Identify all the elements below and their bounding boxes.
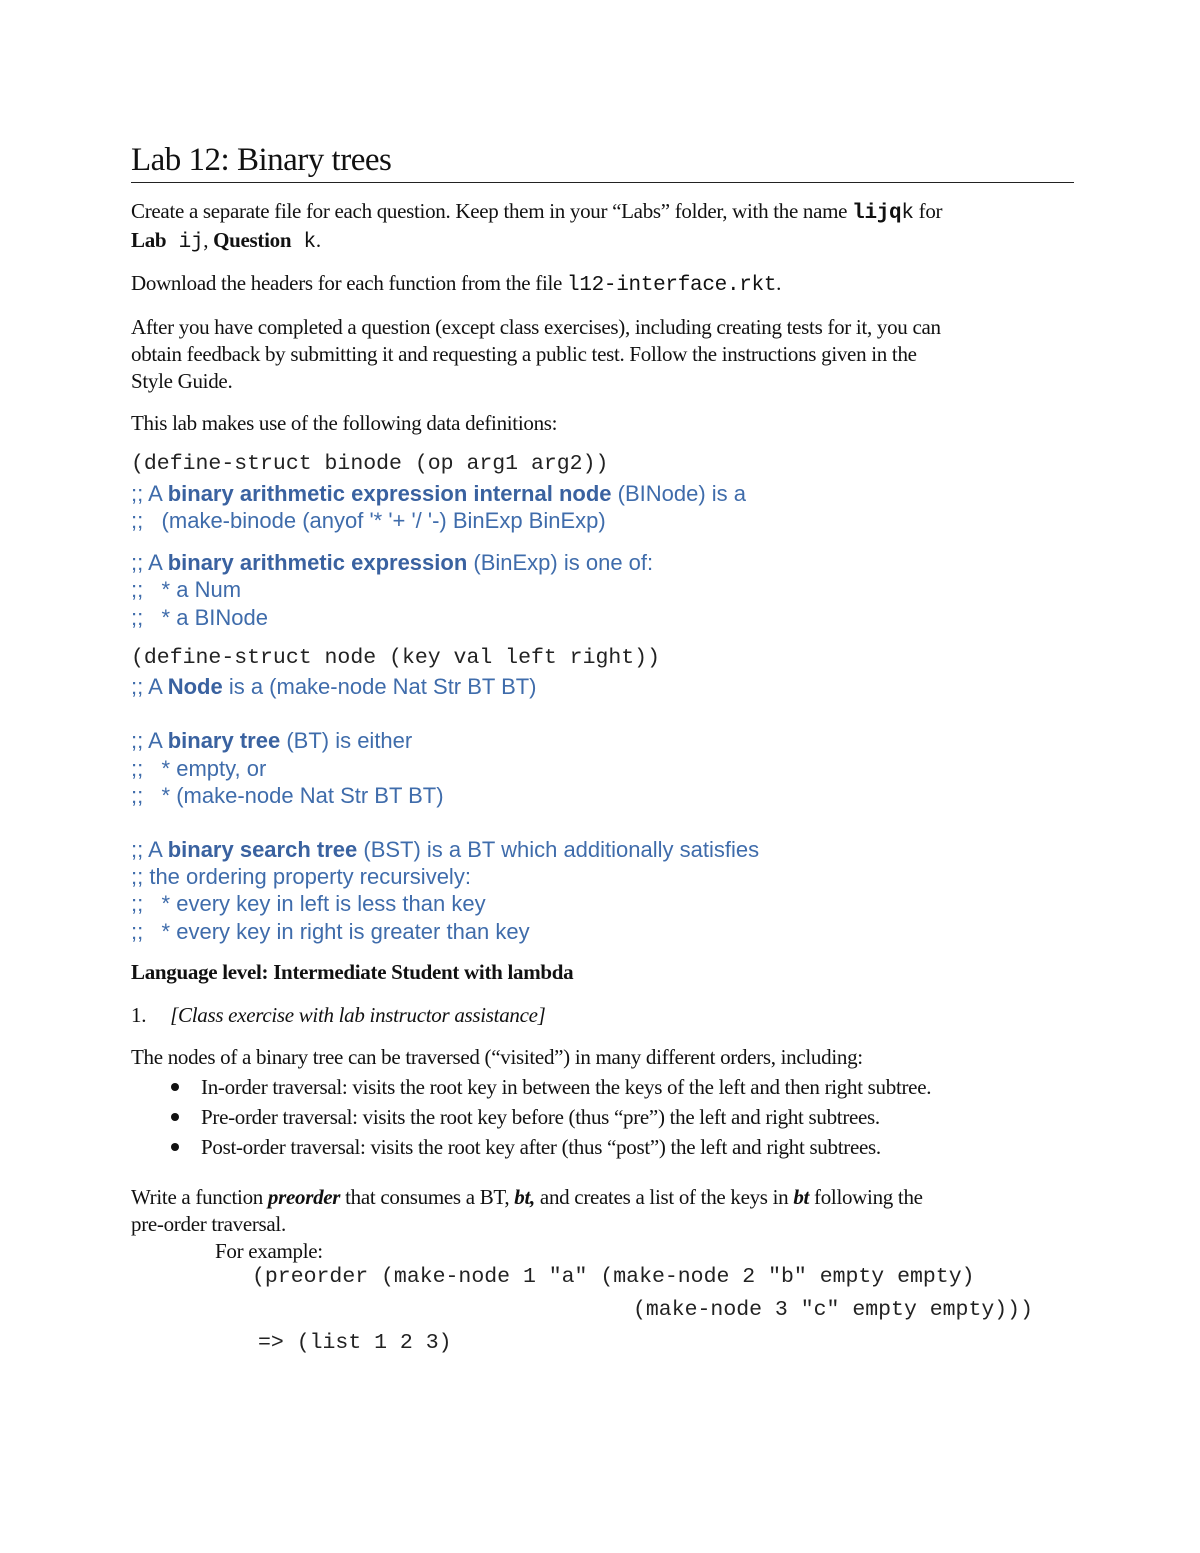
comment-bst-right: ;; * every key in right is greater than key (131, 919, 530, 944)
comment-bst-left: ;; * every key in left is less than key (131, 891, 486, 916)
traversal-list (167, 1072, 931, 1162)
question-1-heading (131, 1002, 1074, 1029)
bullet-icon (171, 1113, 179, 1121)
comment-binexp-num: ;; * a Num (131, 577, 242, 602)
question-1-intro: The nodes of a binary tree can be traversed (“visited”) in many different orders, including: (131, 1045, 863, 1069)
question-label: [Class exercise with lab instructor assistance] (170, 1003, 546, 1027)
comment-bt-node: ;; * (make-node Nat Str BT BT) (131, 783, 444, 808)
title-rule (131, 182, 1074, 183)
example-result: => (list 1 2 3) (258, 1331, 452, 1355)
intro-paragraph-data-defs: This lab makes use of the following data definitions: (131, 411, 558, 435)
list-item: Pre-order traversal: visits the root key before (thus “pre”) the left and right subtrees. (167, 1102, 931, 1132)
intro-paragraph-download: Download the headers for each function from the file l12-interface.rkt. (131, 271, 782, 297)
bullet-icon (171, 1143, 179, 1151)
file-name-pattern: lijq (852, 202, 902, 225)
list-item: Post-order traversal: visits the root key after (thus “post”) the left and right subtrees. (167, 1132, 931, 1162)
comment-node-def: ;; A Node is a (make-node Nat Str BT BT) (131, 674, 537, 699)
comment-bt-def: ;; A binary tree (BT) is either (131, 728, 413, 753)
example-label: For example: (215, 1239, 323, 1263)
question-1-task: Write a function preorder that consumes a BT, bt, and creates a list of the keys in bt following the pre-order traversal. (131, 1185, 923, 1236)
comment-binexp-binode: ;; * a BINode (131, 605, 268, 630)
intro-paragraph-files: Create a separate file for each question. Keep them in your “Labs” folder, with the name lijqk for Lab ij, Question k. (131, 199, 943, 254)
comment-binexp-def: ;; A binary arithmetic expression (BinExp) is one of: (131, 550, 654, 575)
code-struct-binode: (define-struct binode (op arg1 arg2)) (131, 452, 609, 476)
comment-bst-ordering: ;; the ordering property recursively: (131, 864, 471, 889)
example-code-line-2: (make-node 3 "c" empty empty))) (633, 1298, 1033, 1322)
intro-paragraph-feedback: After you have completed a question (except class exercises), including creating tests for it, you can obtain feedback by submitting it and requesting a public test. Follow the instructions given in the Style Guide. (131, 315, 941, 393)
interface-file-name: l12-interface.rkt (567, 274, 777, 297)
comment-binode-def: ;; A binary arithmetic expression internal node (BINode) is a (131, 481, 746, 506)
bullet-icon (171, 1083, 179, 1091)
list-item: In-order traversal: visits the root key in between the keys of the left and then right subtree. (167, 1072, 931, 1102)
function-name: preorder (267, 1185, 341, 1209)
comment-binode-make: ;; (make-binode (anyof '* '+ '/ '-) BinExp BinExp) (131, 508, 606, 533)
page-title: Lab 12: Binary trees (131, 142, 392, 178)
comment-bst-def: ;; A binary search tree (BST) is a BT which additionally satisfies (131, 837, 760, 862)
comment-bt-empty: ;; * empty, or (131, 756, 267, 781)
language-level: Language level: Intermediate Student with lambda (131, 960, 574, 984)
question-number: 1. (131, 1003, 147, 1027)
code-struct-node: (define-struct node (key val left right)) (131, 646, 660, 670)
example-code-line-1: (preorder (make-node 1 "a" (make-node 2 "b" empty empty) (252, 1265, 975, 1289)
